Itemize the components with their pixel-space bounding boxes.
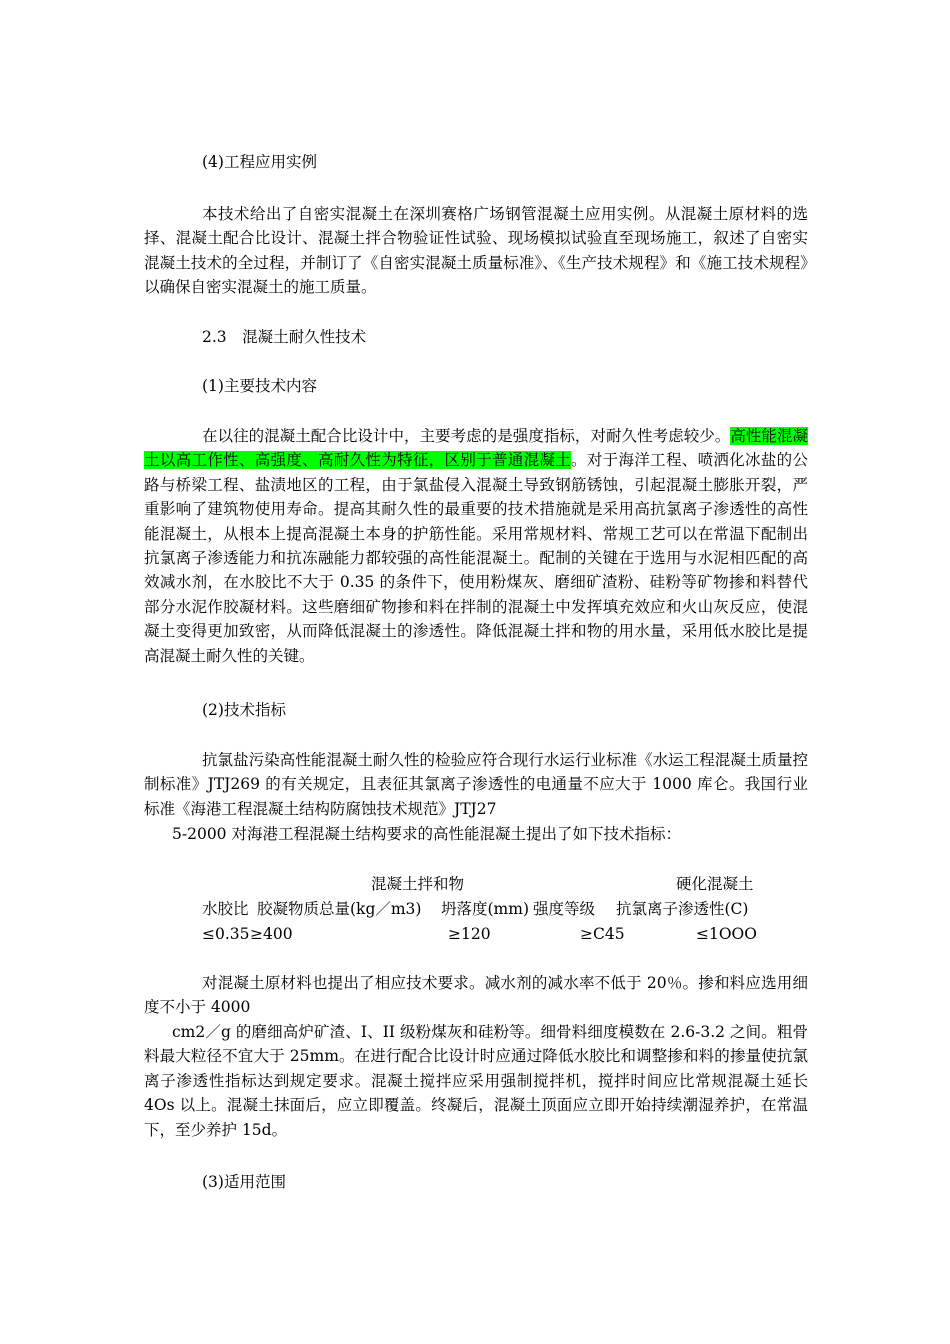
heading-main-content: (1)主要技术内容 <box>202 377 317 395</box>
paragraph-self-compacting-example: 本技术给出了自密实混凝土在深圳赛格广场钢管混凝土应用实例。从混凝土原材料的选择、混凝土配合比设计、混凝土拌合物验证性试验、现场模拟试验直至现场施工，叙述了自密实混凝土技术的全过程，并制订了《自密实混凝土质量标准》、《生产技术规程》和《施工技术规程》以确保自密实混凝土的施工质量。 <box>144 205 808 297</box>
table-value-cell: ≥400 <box>250 925 293 943</box>
table-header-cell: 胶凝物质总量(kg／m3) <box>257 900 422 918</box>
table-value-cell: ≥C45 <box>580 925 625 943</box>
table-value-cell: ≤0.35 <box>202 925 250 943</box>
heading-scope: (3)适用范围 <box>202 1173 286 1191</box>
heading-engineering-example: (4)工程应用实例 <box>202 153 317 171</box>
heading-technical-indicators: (2)技术指标 <box>202 701 286 719</box>
table-group-header: 硬化混凝土 <box>676 875 754 893</box>
table-header-cell: 强度等级 <box>533 900 596 918</box>
table-group-header: 混凝土拌和物 <box>371 875 465 893</box>
paragraph-main-content <box>144 424 808 668</box>
paragraph-technical-indicators: 抗氯盐污染高性能混凝土耐久性的检验应符合现行水运行业标准《水运工程混凝土质量控制标准》JTJ269 的有关规定，且表征其氯离子渗透性的电通量不应大于 1000 库仑。我国行业标准《海港工程混凝土结构防腐蚀技术规范》JTJ27 <box>144 751 808 818</box>
heading-durability-technology: 2.3 混凝土耐久性技术 <box>202 328 367 346</box>
text-segment: 。对于海洋工程、喷洒化冰盐的公路与桥梁工程、盐渍地区的工程，由于氯盐侵入混凝土导致钢筋锈蚀，引起混凝土膨胀开裂，严重影响了建筑物使用寿命。提高其耐久性的最重要的技术措施就是采用高抗氯离子渗透性的高性能混凝土，从根本上提高混凝土本身的护筋性能。采用常规材料、常规工艺可以在常温下配制出抗氯离子渗透能力和抗冻融能力都较强的高性能混凝土。配制的关键在于选用与水泥相匹配的高效减水剂，在水胶比不大于 0.35 的条件下，使用粉煤灰、磨细矿渣粉、硅粉等矿物掺和料替代部分水泥作胶凝材料。这些磨细矿物掺和料在拌制的混凝土中发挥填充效应和火山灰反应，使混凝土变得更加致密，从而降低混凝土的渗透性。降低混凝土拌和物的用水量，采用低水胶比是提高混凝土耐久性的关键。 <box>144 451 808 665</box>
table-value-cell: ≤1OOO <box>696 925 757 943</box>
table-header-cell: 坍落度(mm) <box>441 900 529 918</box>
table-header-cell: 抗氯离子渗透性(C) <box>616 900 749 918</box>
paragraph-raw-materials: 对混凝土原材料也提出了相应技术要求。减水剂的减水率不低于 20％。掺和料应选用细度不小于 4000 <box>144 974 808 1017</box>
table-header-cell: 水胶比 <box>202 900 249 918</box>
paragraph-raw-materials-continuation: cm2／g 的磨细高炉矿渣、I、II 级粉煤灰和硅粉等。细骨料细度模数在 2.6-3.2 之间。粗骨料最大粒径不宜大于 25mm。在进行配合比设计时应通过降低水胶比和调整掺和料的掺量使抗氯离子渗透性指标达到规定要求。混凝土搅拌应采用强制搅拌机，搅拌时间应比常规混凝土延长 4Os 以上。混凝土抹面后，应立即覆盖。终凝后，混凝土顶面应立即开始持续潮湿养护，在常温下，至少养护 15d。 <box>144 1023 808 1139</box>
text-segment: 在以往的混凝土配合比设计中，主要考虑的是强度指标，对耐久性考虑较少。 <box>202 427 731 445</box>
paragraph-continuation: 5-2000 对海港工程混凝土结构要求的高性能混凝土提出了如下技术指标： <box>172 825 681 843</box>
table-value-cell: ≥120 <box>448 925 491 943</box>
highlighted-text: 高性能混凝土以高工作性、高强度、高耐久性为特征，区别于普通混凝土 <box>144 427 808 470</box>
